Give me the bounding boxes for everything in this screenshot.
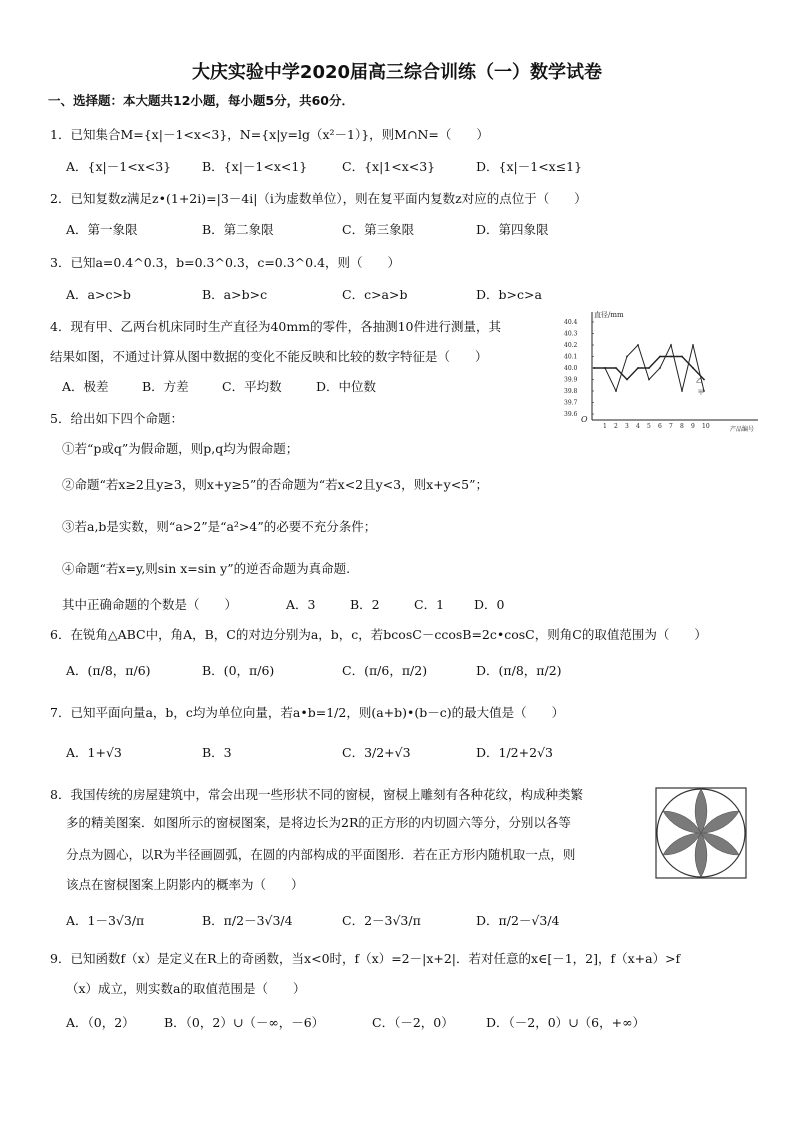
question-8-line4: 该点在窗棂图案上阴影内的概率为（ ） (66, 877, 304, 892)
question-8-line1: 8．我国传统的房屋建筑中，常会出现一些形状不同的窗棂，窗棂上雕刻有各种花纹，构成种类繁 (50, 787, 583, 802)
q2-option-c: C．第三象限 (342, 222, 415, 237)
y-tick-label: 40.2 (564, 342, 578, 349)
q8-option-b: B．π/2－3√3/4 (202, 913, 293, 928)
question-6-stem: 6．在锐角△ABC中，角A，B，C的对边分别为a，b，c，若bcosC－ccosB=2c•cosC，则角C的取值范围为（ ） (50, 627, 707, 642)
x-tick-label: 8 (680, 423, 684, 430)
question-1-stem: 1．已知集合M={x|－1<x<3}，N={x|y=lg（x²－1）}，则M∩N=（ ） (50, 127, 489, 142)
series-point (593, 367, 595, 369)
q5-proposition-4: ④命题“若x=y,则sin x=sin y”的逆否命题为真命题. (62, 561, 351, 576)
window-lattice-figure (655, 787, 747, 879)
y-axis-label: 直径/mm (594, 311, 624, 319)
q4-option-b: B．方差 (142, 379, 189, 394)
q5-proposition-3: ③若a,b是实数，则“a>2”是“a²>4”的必要不充分条件； (62, 519, 377, 534)
series-point (670, 356, 672, 358)
x-tick-label: 2 (614, 423, 618, 430)
q9-option-b: B．（0，2）∪（－∞，－6） (164, 1015, 325, 1030)
question-4-stem-line2: 结果如图，不通过计算从图中数据的变化不能反映和比较的数字特征是（ ） (50, 349, 488, 364)
series-point (626, 379, 628, 381)
q9-option-c: C．（－2，0） (372, 1015, 454, 1030)
series-label-1: 乙 (696, 377, 703, 385)
question-9-line1: 9．已知函数f（x）是定义在R上的奇函数，当x<0时，f（x）=2－|x+2|．若对任意的x∈[－1，2]，f（x+a）>f (50, 951, 681, 966)
series-point (648, 367, 650, 369)
q6-option-c: C．(π/6，π/2) (342, 663, 428, 678)
x-tick-label: 3 (625, 423, 629, 430)
x-tick-label: 5 (647, 423, 651, 430)
q7-option-b: B．3 (202, 745, 232, 760)
x-tick-label: 7 (669, 423, 673, 430)
series-point (703, 379, 705, 381)
q8-option-c: C．2－3√3/π (342, 913, 421, 928)
series-point (692, 344, 694, 346)
y-tick-label: 39.7 (564, 399, 578, 407)
question-5-stem: 5．给出如下四个命题： (50, 411, 183, 426)
series-point (604, 367, 606, 369)
section-heading: 一、选择题：本大题共12小题，每小题5分，共60分． (48, 93, 354, 108)
question-9-line2: （x）成立，则实数a的取值范围是（ ） (66, 981, 306, 996)
q3-option-b: B．a>b>c (202, 287, 268, 302)
q2-option-d: D．第四象限 (476, 222, 549, 237)
q2-option-a: A．第一象限 (66, 222, 138, 237)
series-point (637, 344, 639, 346)
y-tick-label: 40.3 (564, 330, 578, 338)
series-point (670, 344, 672, 346)
series-point (659, 367, 661, 369)
q5-option-b: B．2 (350, 597, 380, 612)
series-point (615, 390, 617, 392)
series-point (615, 367, 617, 369)
x-axis-label: 产品编号 (730, 426, 755, 432)
q4-option-c: C．平均数 (222, 379, 282, 394)
q5-ask: 其中正确命题的个数是（ ） (62, 597, 238, 612)
y-tick-label: 39.8 (564, 388, 578, 395)
q4-option-a: A．极差 (62, 379, 109, 394)
series-point (692, 367, 694, 369)
series-point (681, 356, 683, 358)
q9-option-d: D．（－2，0）∪（6，+∞） (486, 1015, 645, 1030)
y-tick-label: 40.1 (564, 353, 578, 361)
q9-option-a: A．（0，2） (66, 1015, 135, 1030)
question-2-stem: 2．已知复数z满足z•(1+2i)=|3－4i|（i为虚数单位），则在复平面内复数z对应的点位于（ ） (50, 191, 587, 206)
page-title: 大庆实验中学2020届高三综合训练（一）数学试卷 (191, 62, 603, 83)
x-tick-label: 4 (636, 423, 640, 430)
q7-option-d: D．1/2+2√3 (476, 745, 553, 760)
y-tick-label: 39.6 (564, 411, 578, 418)
q1-option-d: D．{x|－1<x≤1} (476, 159, 583, 174)
q3-option-a: A．a>c>b (66, 287, 131, 302)
q5-option-d: D．0 (474, 597, 505, 612)
series-point (659, 356, 661, 358)
series-point (637, 367, 639, 369)
q8-option-d: D．π/2－√3/4 (476, 913, 560, 928)
series-label-2: 甲 (698, 389, 705, 397)
series-point (648, 379, 650, 381)
q1-option-b: B．{x|－1<x<1} (202, 159, 308, 174)
q7-option-a: A．1+√3 (66, 745, 122, 760)
q3-option-d: D．b>c>a (476, 287, 542, 302)
x-tick-label: 9 (691, 423, 695, 430)
origin-label: O (581, 415, 588, 424)
y-tick-label: 40.4 (564, 319, 578, 326)
series-point (681, 390, 683, 392)
question-8-line3: 分点为圆心，以R为半径画圆弧，在圆的内部构成的平面图形．若在正方形内随机取一点，则 (66, 847, 576, 862)
y-tick-label: 39.9 (564, 376, 578, 384)
q6-option-d: D．(π/8，π/2) (476, 663, 562, 678)
line-chart (562, 308, 762, 432)
question-3-stem: 3．已知a=0.4^0.3，b=0.3^0.3，c=0.3^0.4，则（ ） (50, 255, 401, 270)
question-8-line2: 多的精美图案．如图所示的窗棂图案，是将边长为2R的正方形的内切圆六等分，分别以各等 (66, 815, 571, 830)
q5-proposition-2: ②命题“若x≥2且y≥3，则x+y≥5”的否命题为“若x<2且y<3，则x+y<5”； (62, 477, 489, 492)
x-tick-label: 1 (603, 423, 607, 430)
question-7-stem: 7．已知平面向量a，b，c均为单位向量，若a•b=1/2，则(a+b)•(b－c)的最大值是（ ） (50, 705, 565, 720)
q4-option-d: D．中位数 (316, 379, 377, 394)
q5-proposition-1: ①若“p或q”为假命题，则p,q均为假命题； (62, 441, 299, 456)
q7-option-c: C．3/2+√3 (342, 745, 411, 760)
q5-option-a: A．3 (286, 597, 316, 612)
q1-option-a: A．{x|－1<x<3} (66, 159, 172, 174)
y-tick-label: 40.0 (564, 365, 578, 372)
q3-option-c: C．c>a>b (342, 287, 408, 302)
question-4-stem-line1: 4．现有甲、乙两台机床同时生产直径为40mm的零件，各抽测10件进行测量，其 (50, 319, 501, 334)
q6-option-a: A．(π/8，π/6) (66, 663, 151, 678)
x-tick-label: 10 (702, 423, 710, 430)
q5-option-c: C．1 (414, 597, 445, 612)
q2-option-b: B．第二象限 (202, 222, 274, 237)
x-tick-label: 6 (658, 423, 662, 430)
q8-option-a: A．1－3√3/π (66, 913, 145, 928)
series-point (626, 356, 628, 358)
q1-option-c: C．{x|1<x<3} (342, 159, 436, 174)
q6-option-b: B．(0，π/6) (202, 663, 275, 678)
